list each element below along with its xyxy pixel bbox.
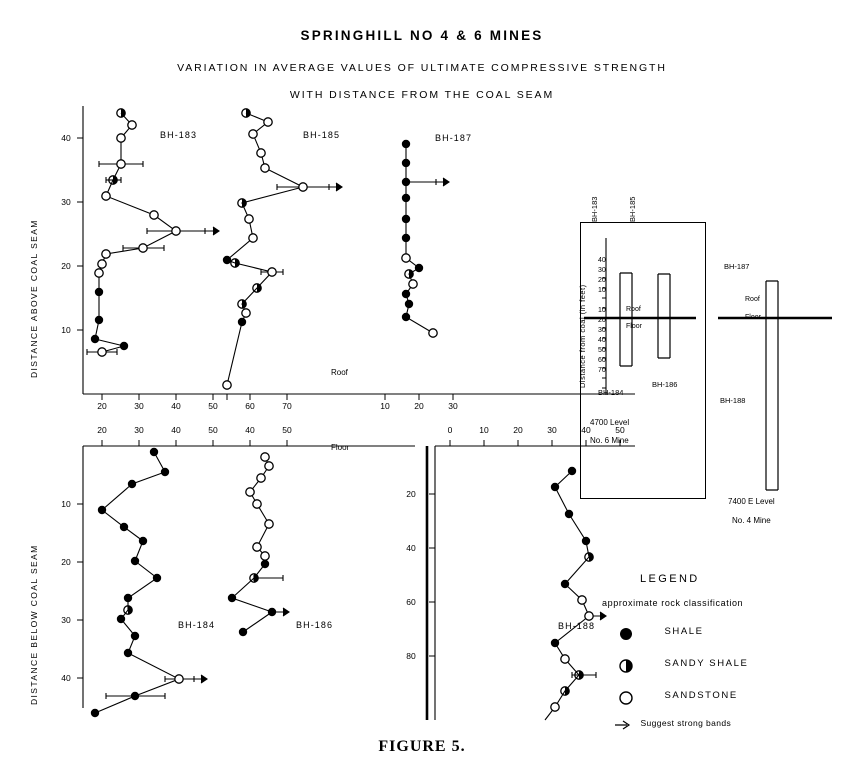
- ytick-188-60: 60: [406, 597, 416, 607]
- inset-left-roof-label: Roof: [626, 306, 641, 313]
- ytick-below-30: 30: [61, 615, 71, 625]
- inset-left-ytick-20b: 20: [598, 317, 606, 324]
- xtick-184-50: 50: [208, 425, 218, 435]
- xtick-188-10: 10: [479, 425, 489, 435]
- series-bh188: [545, 467, 606, 720]
- xtick-186-50: 50: [282, 425, 292, 435]
- arrow-icon: [614, 719, 632, 731]
- inset-right-roof-label: Roof: [745, 296, 760, 303]
- page-subtitle-line1: VARIATION IN AVERAGE VALUES OF ULTIMATE COMPRESSIVE STRENGTH: [177, 62, 667, 74]
- label-bh184: BH-184: [178, 620, 216, 630]
- inset-left-ytick-30a: 30: [598, 267, 606, 274]
- xtick-183-50: 50: [208, 401, 218, 411]
- inset-left-bh183-label: BH-183: [590, 196, 599, 222]
- xtick-187-30: 30: [448, 401, 458, 411]
- ytick-above-20: 20: [61, 261, 71, 271]
- series-bh184: [91, 448, 207, 717]
- inset-left-ytick-10b: 10: [598, 307, 606, 314]
- axis-label-distance-above: DISTANCE ABOVE COAL SEAM: [29, 219, 39, 378]
- ytick-188-40: 40: [406, 543, 416, 553]
- inset-left-ytick-50b: 50: [598, 347, 606, 354]
- xtick-183-40: 40: [171, 401, 181, 411]
- page-subtitle-line2: WITH DISTANCE FROM THE COAL SEAM: [289, 89, 555, 101]
- inset-left-bh185-label: BH-185: [628, 196, 637, 222]
- series-bh183: [87, 109, 219, 356]
- label-bh185: BH-185: [303, 130, 341, 140]
- shale-symbol-icon: [618, 627, 634, 641]
- inset-left-ylabel: Distance from coal (in feet): [578, 284, 587, 388]
- floor-label-lower: Floor: [331, 443, 350, 452]
- series-bh186: [228, 453, 289, 636]
- inset-left-floor-label: Floor: [626, 323, 642, 330]
- ytick-below-40: 40: [61, 673, 71, 683]
- inset-left-ytick-70b: 70: [598, 367, 606, 374]
- ytick-188-20: 20: [406, 489, 416, 499]
- page-title: SPRINGHILL NO 4 & 6 MINES: [300, 28, 544, 43]
- sandstone-symbol-icon: [618, 691, 634, 705]
- inset-right-floor-label: Floor: [745, 314, 761, 321]
- label-bh188: BH-188: [558, 621, 596, 631]
- xtick-188-20: 20: [513, 425, 523, 435]
- inset-left-ytick-20a: 20: [598, 277, 606, 284]
- inset-left-ytick-60b: 60: [598, 357, 606, 364]
- inset-left-bh186-label: BH-186: [652, 380, 678, 389]
- xtick-184-30: 30: [134, 425, 144, 435]
- series-bh187: [402, 140, 449, 337]
- legend-label-sandstone: SANDSTONE: [664, 690, 738, 701]
- series-bh185: [223, 109, 342, 389]
- legend-title: LEGEND: [640, 573, 700, 585]
- legend-subtitle: approximate rock classification: [602, 598, 744, 608]
- ytick-above-30: 30: [61, 197, 71, 207]
- figure-caption: FIGURE 5.: [378, 738, 466, 755]
- xtick-187-20: 20: [414, 401, 424, 411]
- legend-label-strong-bands: Suggest strong bands: [640, 718, 732, 728]
- inset-left-caption2: No. 6 Mine: [590, 436, 629, 445]
- xtick-183-30: 30: [134, 401, 144, 411]
- xtick-183-20: 20: [97, 401, 107, 411]
- xtick-184-20: 20: [97, 425, 107, 435]
- inset-left-caption1: 4700 Level: [590, 418, 630, 427]
- label-bh187: BH-187: [435, 133, 473, 143]
- xtick-187-10: 10: [380, 401, 390, 411]
- roof-label-upper: Roof: [331, 368, 348, 377]
- ytick-188-80: 80: [406, 651, 416, 661]
- xtick-188-40: 40: [581, 425, 591, 435]
- axis-label-distance-below: DISTANCE BELOW COAL SEAM: [29, 544, 39, 705]
- inset-right-bh188-label: BH-188: [720, 396, 746, 405]
- xtick-188-0: 0: [447, 425, 453, 435]
- legend-label-shale: SHALE: [664, 626, 704, 637]
- inset-right-caption1: 7400 E Level: [728, 497, 775, 506]
- label-bh186: BH-186: [296, 620, 334, 630]
- sandy-shale-symbol-icon: [618, 659, 634, 673]
- xtick-188-50: 50: [615, 425, 625, 435]
- legend-label-sandy-shale: SANDY SHALE: [664, 658, 749, 669]
- inset-left-ytick-30b: 30: [598, 327, 606, 334]
- inset-left-bh184-label: BH-184: [598, 388, 624, 397]
- xtick-188-30: 30: [547, 425, 557, 435]
- inset-left-ytick-10a: 10: [598, 287, 606, 294]
- legend-item-sandy-shale: [618, 657, 748, 675]
- legend-item-shale: [618, 625, 704, 643]
- ytick-below-10: 10: [61, 499, 71, 509]
- legend-item-strong-bands: [614, 716, 731, 734]
- xtick-184-40: 40: [171, 425, 181, 435]
- xtick-183-60: 60: [245, 401, 255, 411]
- ytick-above-40: 40: [61, 133, 71, 143]
- label-bh183: BH-183: [160, 130, 198, 140]
- inset-left-ytick-40b: 40: [598, 337, 606, 344]
- xtick-186-40: 40: [245, 425, 255, 435]
- ytick-above-10: 10: [61, 325, 71, 335]
- inset-right-bh187-label: BH-187: [724, 262, 750, 271]
- xtick-183-70: 70: [282, 401, 292, 411]
- inset-left-ytick-40a: 40: [598, 257, 606, 264]
- legend-item-sandstone: [618, 689, 738, 707]
- ytick-below-20: 20: [61, 557, 71, 567]
- inset-right-caption2: No. 4 Mine: [732, 516, 771, 525]
